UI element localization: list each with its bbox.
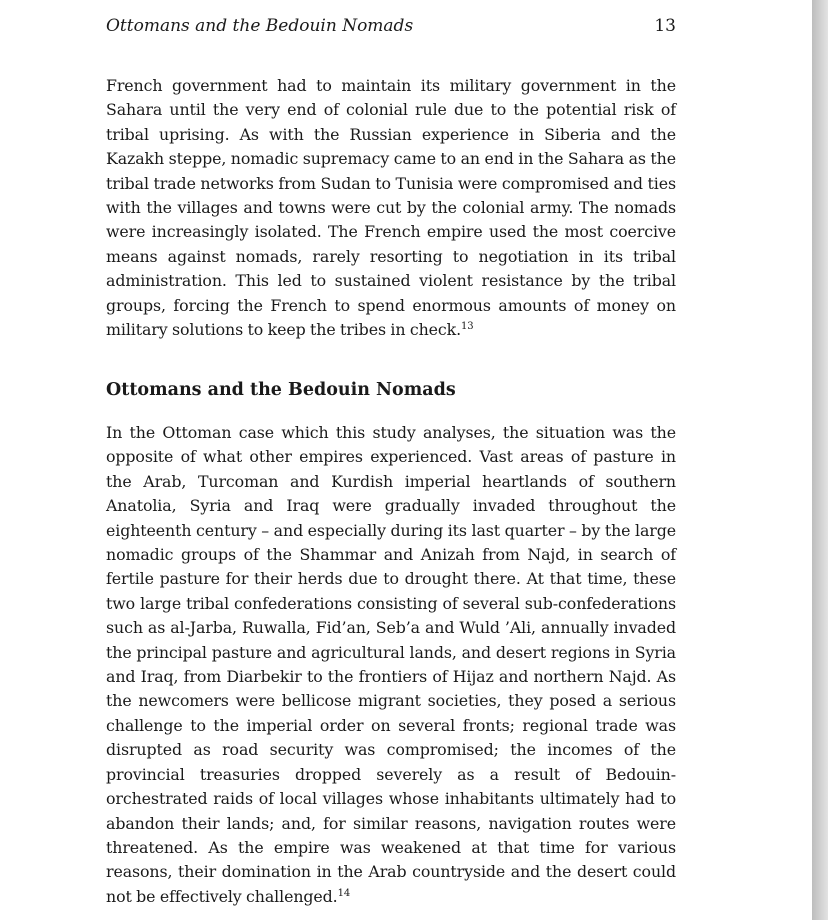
- page-number: 13: [654, 16, 676, 36]
- paragraph-text: In the Ottoman case which this study analyses, the situation was the opposite of what other empires experienced. Vast areas of pasture in the Arab, Turcoman and Kurdish imperial heartlands of southern Anatolia, Syria and Iraq were gradually invaded throughout the eighteenth century – and especially during its last quarter – by the large nomadic groups of the Shammar and Anizah from Najd, in search of fertile pasture for their herds due to drought there. At that time, these two large tribal confederations consisting of several sub-confederations such as al-Jarba, Ruwalla, Fid’an, Seb’a and Wuld ’Ali, annually invaded the principal pasture and agricultural lands, and desert regions in Syria and Iraq, from Diarbekir to the frontiers of Hijaz and northern Najd. As the newcomers were bellicose migrant societies, they posed a serious challenge to the imperial order on several fronts; regional trade was disrupted as road security was compromised; the incomes of the provincial treasuries dropped severely as a result of Bedouin-orchestrated raids of local villages whose inhabitants ultimately had to abandon their lands; and, for similar reasons, navigation routes were threatened. As the empire was weakened at that time for various reasons, their domination in the Arab countryside and the desert could not be effectively challenged.: [106, 423, 676, 906]
- section-heading: Ottomans and the Bedouin Nomads: [106, 380, 456, 400]
- paragraph-ottoman-case: [106, 421, 676, 909]
- running-head-title: Ottomans and the Bedouin Nomads: [106, 16, 414, 36]
- page-edge-shadow: [812, 0, 828, 920]
- paragraph-french-sahara: [106, 74, 676, 342]
- footnote-marker: 13: [461, 321, 474, 333]
- paragraph-text: French government had to maintain its military government in the Sahara until the very end of colonial rule due to the potential risk of tribal uprising. As with the Russian experience in Siberia and the Kazakh steppe, nomadic supremacy came to an end in the Sahara as the tribal trade networks from Sudan to Tunisia were compromised and ties with the villages and towns were cut by the colonial army. The nomads were increasingly isolated. The French empire used the most coercive means against nomads, rarely resorting to negotiation in its tribal administration. This led to sustained violent resistance by the tribal groups, forcing the French to spend enormous amounts of money on military solutions to keep the tribes in check.: [106, 76, 676, 340]
- footnote-marker: 14: [337, 887, 351, 899]
